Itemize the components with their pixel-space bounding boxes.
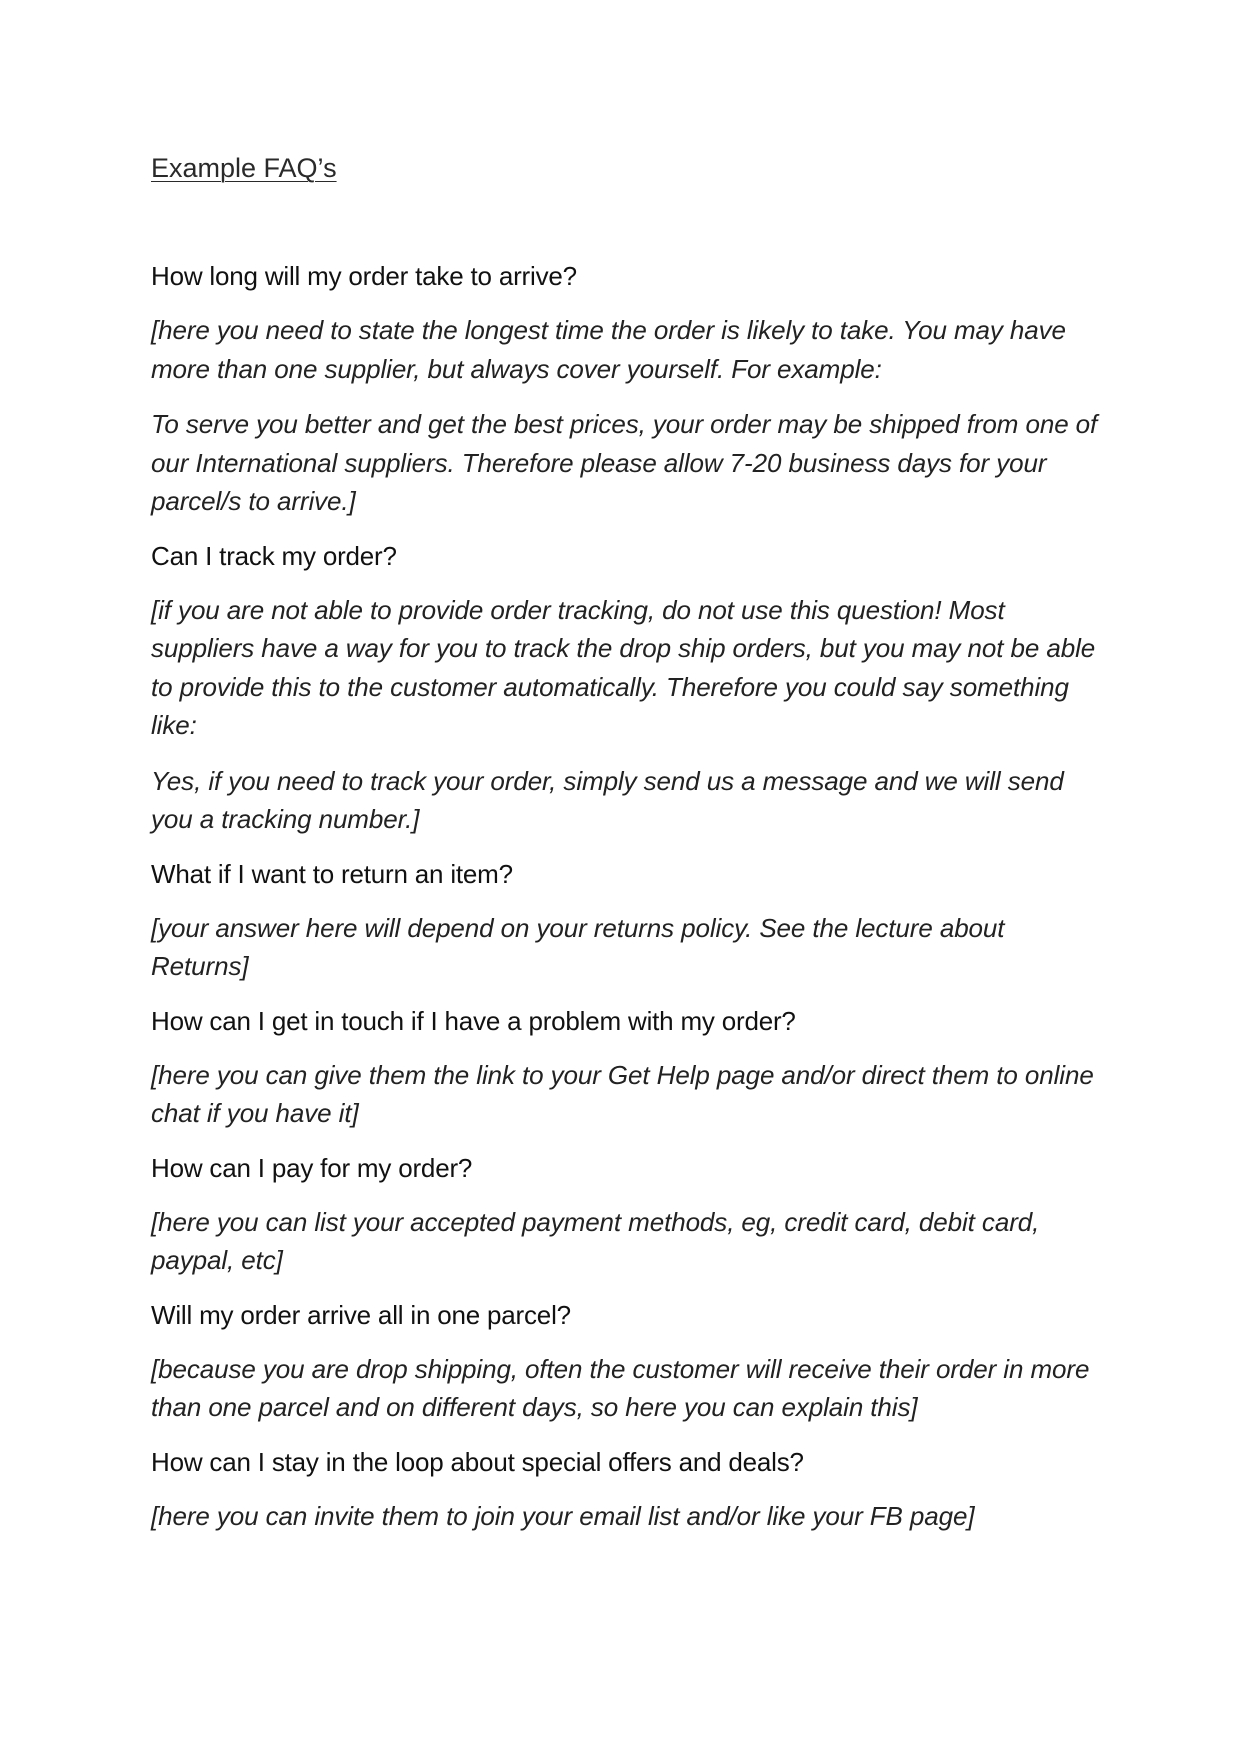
faq-item-parcels [151,1297,1101,1427]
faq-question: What if I want to return an item? [151,858,513,889]
faq-answer: [here you can list your accepted payment methods, eg, credit card, debit card, paypal, etc] [151,1206,1040,1275]
faq-item-offers [151,1444,1101,1536]
faq-answer: [here you can give them the link to your Get Help page and/or direct them to online chat if you have it] [151,1059,1094,1128]
document-title: Example FAQ’s [151,153,337,183]
faq-item-returns [151,856,1101,986]
faq-item-tracking [151,538,1101,839]
faq-answer: [if you are not able to provide order tracking, do not use this question! Most suppliers have a way for you to track the drop ship orders, but you may not be able to provide this to the customer automatically. Therefore you could say something like: [151,594,1096,740]
faq-question: How long will my order take to arrive? [151,261,577,291]
faq-answer: [here you can invite them to join your email list and/or like your FB page] [151,1500,975,1531]
document-page [151,150,1101,1552]
faq-question: How can I get in touch if I have a problem with my order? [151,1005,796,1036]
faq-item-delivery-time [151,258,1101,521]
faq-answer: [your answer here will depend on your returns policy. See the lecture about Returns] [151,912,1005,981]
faq-question: How can I pay for my order? [151,1152,473,1183]
faq-question: How can I stay in the loop about special offers and deals? [151,1446,804,1477]
faq-answer: [because you are drop shipping, often the customer will receive their order in more than one parcel and on different days, so here you can explain this] [151,1353,1090,1422]
faq-item-contact [151,1003,1101,1133]
faq-answer: To serve you better and get the best prices, your order may be shipped from one of our International suppliers. Therefore please allow 7-20 business days for your parcel/s to arrive.] [151,409,1098,516]
faq-item-payment [151,1150,1101,1280]
faq-question: Can I track my order? [151,540,397,571]
faq-question: Will my order arrive all in one parcel? [151,1299,571,1330]
faq-answer: Yes, if you need to track your order, simply send us a message and we will send you a tracking number.] [151,765,1064,834]
faq-answer: [here you need to state the longest time the order is likely to take. You may have more than one supplier, but always cover yourself. For example: [151,315,1066,384]
